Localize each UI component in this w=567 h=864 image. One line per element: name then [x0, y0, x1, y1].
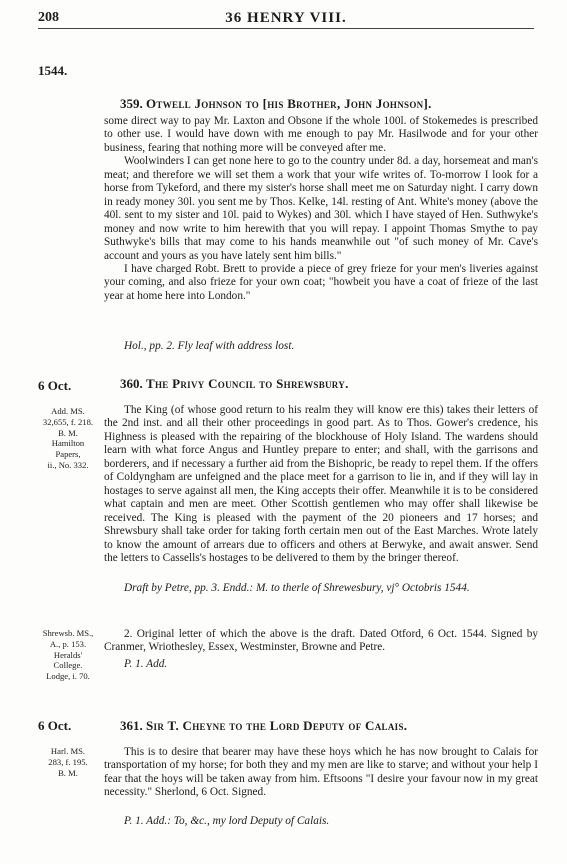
entry-361-source: P. 1. Add.: To, &c., my lord Deputy of Calais. — [124, 815, 330, 827]
entry-360-original-letter — [104, 628, 538, 655]
paragraph: 2. Original letter of which the above is the draft. Dated Otford, 6 Oct. 1544. Signed by Cranmer, Wriothesley, Essex, Westminster, Browne and Petre. — [104, 628, 538, 654]
entry-360-manuscript-ref — [34, 406, 102, 471]
entry-number: 361. — [120, 718, 143, 733]
ref-line: Hamilton — [51, 438, 85, 449]
entry-title: Sir T. Cheyne to the Lord Deputy of Calais. — [146, 718, 408, 733]
ref-line: ii., No. 332. — [47, 459, 89, 470]
entry-360-second-ref — [34, 628, 102, 682]
entry-number: 360. — [120, 376, 143, 391]
ref-line: A., p. 153. — [49, 638, 87, 649]
paragraph: some direct way to pay Mr. Laxton and Obsone if the whole 100l. of Stokemedes is prescribed to other use. I would have down with me enough to pay Mr. Hasilwode and for your other business, fearing that nothing more will be conveyed after me. — [104, 115, 538, 154]
ref-line: Shrewsb. MS., — [42, 628, 94, 638]
entry-360-heading — [120, 376, 540, 392]
ref-line: Lodge, i. 70. — [46, 671, 90, 682]
ref-line: B. M. — [58, 767, 78, 778]
ref-line: 32,655, f. 218. — [42, 416, 94, 427]
entry-360-original-source: P. 1. Add. — [124, 658, 168, 670]
paragraph: The King (of whose good return to his realm they will know ere this) takes their letters of the 2nd inst. and all their other proceedings in good part. As to Thos. Gower's credence, his Highness is pleased with the repairing of the blockhouse of Holy Island. The wardens should learn with what force Angus and Huntley prepare to enter; and shall, with the garrisons and borderers, and if necessary a further aid from the Bishopric, be ready to repel them. If the offers of Coldyngham are unfeigned and the place meet for a garrison to lie in, and if they will lay in hostages to serve against all men, the King accepts their offer. Meanwhile it is to be considered what captain and men are meet. Other Scottish gentlemen who may offer shall likewise be received. The King is pleased with the payment of the 20 pioneers and 17 horses; and Shrewsbury shall take order for taking forth certain men out of the East Marches. Wrote lately to know the amount of arrears due to officers and others at Berwyke, and await answer. Send the letters to Cassells's hostages to be delivered to them by the bringer thereof. — [104, 404, 538, 564]
ref-line: Add. MS. — [51, 406, 85, 416]
ref-line: Harl. MS. — [50, 746, 86, 756]
entry-359-year: 1544. — [38, 63, 68, 78]
entry-361-manuscript-ref — [34, 746, 102, 778]
entry-359-source: Hol., pp. 2. Fly leaf with address lost. — [124, 340, 295, 352]
entry-360-source: Draft by Petre, pp. 3. Endd.: M. to therle of Shrewesbury, vj° Octobris 1544. — [124, 582, 470, 594]
page-header — [38, 8, 534, 29]
ref-line: B. M. — [58, 427, 78, 438]
entry-359-heading — [120, 96, 540, 112]
entry-361-body — [104, 746, 538, 800]
ref-line: 283, f. 195. — [48, 756, 88, 767]
entry-359-body — [104, 115, 538, 303]
entry-number: 359. — [120, 96, 143, 111]
entry-title: Otwell Johnson to [his Brother, John Johnson]. — [146, 96, 432, 111]
running-title: 36 HENRY VIII. — [225, 10, 347, 26]
paragraph: I have charged Robt. Brett to provide a piece of grey frieze for your men's liveries against your coming, and also frieze for your own coat; "howbeit you have a coat of frieze of the last year at home here into London." — [104, 262, 538, 302]
entry-361-date: 6 Oct. — [38, 718, 72, 733]
paragraph: This is to desire that bearer may have these hoys which he has now brought to Calais for transportation of my horse; for both they and my men are like to starve; and without your help I fear that the hoys will be taken away from him. Eftsoons "I desire your favour now in my great necessity." Sherlond, 6 Oct. Signed. — [104, 746, 538, 799]
entry-361-heading — [120, 718, 540, 734]
paragraph: Woolwinders I can get none here to go to the country under 8d. a day, horsemeat and man's meat; and therefore we will set them a work that your wife writes of. To-morrow I look for a horse from Tykeford, and there my sister's horse shall meet me on Saturday night. I carry down in ready money 30l. you sent me by Thos. Kelke, 14l. resting of Ant. White's money (above the 40l. sent to my sister and 10l. paid to Wykes) and 30l. which I have stayed of Hen. Suthwyke's money and now write to him herewith that you will repay. I appoint Thomas Smythe to pay Suthwyke's bills that may come to his hands meanwhile out "of such money of Mr. Cave's account and yours as you have lately sent him bills." — [104, 155, 538, 262]
entry-360-body — [104, 404, 538, 565]
ref-line: Papers, — [55, 449, 81, 460]
ref-line: College. — [53, 660, 83, 671]
ref-line: Heralds' — [53, 649, 83, 660]
page-number: 208 — [38, 10, 59, 25]
entry-title: The Privy Council to Shrewsbury. — [146, 376, 349, 391]
entry-360-date: 6 Oct. — [38, 378, 72, 393]
